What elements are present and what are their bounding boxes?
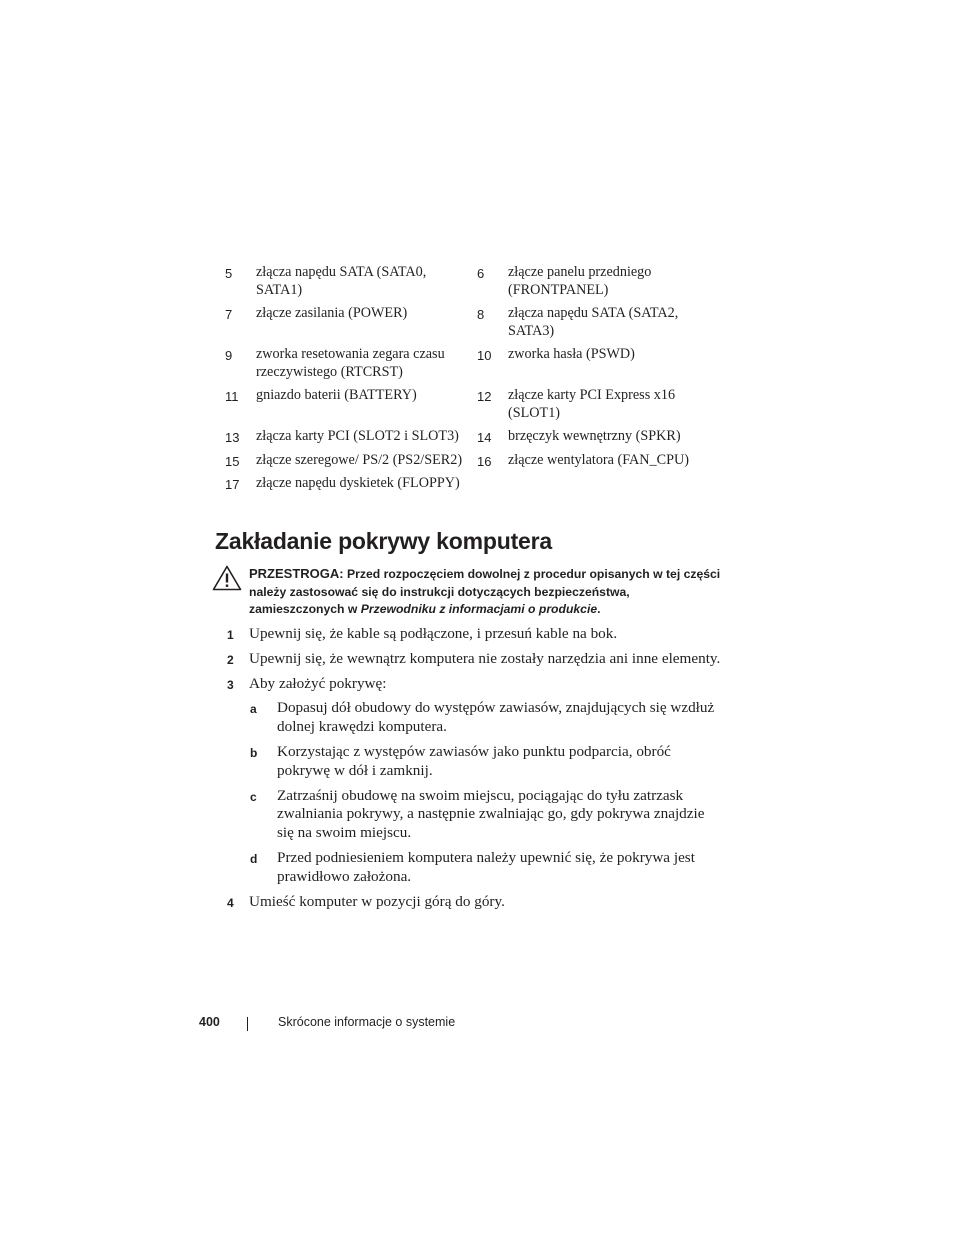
legend-row <box>215 264 715 299</box>
legend-text: złącze panelu przedniego (FRONTPANEL) <box>508 264 652 298</box>
legend-text: złącze wentylatora (FAN_CPU) <box>508 451 689 468</box>
caution-notice <box>212 565 722 619</box>
substep-text: Zatrzaśnij obudowę na swoim miejscu, pociągając do tyłu zatrzask zwalniania pokrywy, a następnie zwalniając go, gdy pokrywa znajdzie się na swoim miejscu. <box>277 786 705 842</box>
step-item <box>225 650 725 669</box>
legend-number: 14 <box>477 430 492 445</box>
legend-cell <box>467 264 715 299</box>
legend-row <box>215 475 715 493</box>
legend-text: złącza napędu SATA (SATA0, SATA1) <box>256 264 427 298</box>
legend-number: 17 <box>225 477 240 492</box>
legend-cell <box>215 428 467 446</box>
legend-text: zworka resetowania zegara czasu rzeczywistego (RTCRST) <box>256 346 445 380</box>
legend-text: złącze szeregowe/ PS/2 (PS2/SER2) <box>256 451 463 468</box>
legend-number: 15 <box>225 453 240 469</box>
legend-number: 6 <box>477 266 485 281</box>
substep-letter: c <box>250 789 257 804</box>
substep-text: Korzystając z występów zawiasów jako punktu podparcia, obróć pokrywę w dół i zamknij. <box>277 742 671 779</box>
legend-cell <box>467 305 715 340</box>
footer-divider <box>247 1017 248 1031</box>
substep-letter: d <box>250 851 258 866</box>
legend-row <box>215 305 715 340</box>
caution-guide-title: Przewodniku z informacjami o produkcie <box>360 602 598 617</box>
legend-text: złącze zasilania (POWER) <box>256 305 408 321</box>
legend-cell <box>467 346 715 364</box>
legend-number: 12 <box>477 389 492 404</box>
legend-text: złącze karty PCI Express x16 (SLOT1) <box>508 387 676 421</box>
page-number: 400 <box>199 1015 220 1029</box>
legend-cell <box>467 428 715 446</box>
step-number: 1 <box>227 628 234 642</box>
legend-number: 13 <box>225 430 240 445</box>
component-legend-table <box>215 264 715 499</box>
step-item <box>225 625 725 644</box>
legend-text: gniazdo baterii (BATTERY) <box>256 387 417 403</box>
caution-label: PRZESTROGA: <box>249 566 344 581</box>
substep-letter: b <box>250 745 258 760</box>
legend-number: 10 <box>477 348 492 363</box>
legend-cell <box>215 387 467 405</box>
legend-text: złącze napędu dyskietek (FLOPPY) <box>256 475 460 491</box>
substep-item <box>225 787 725 843</box>
legend-cell <box>467 387 715 422</box>
substep-letter: a <box>250 702 257 717</box>
substep-text: Przed podniesieniem komputera należy upewnić się, że pokrywa jest prawidłowo założona. <box>277 848 695 885</box>
legend-row <box>215 387 715 422</box>
legend-cell <box>467 452 715 470</box>
legend-number: 11 <box>225 389 239 404</box>
caution-body: Przed rozpoczęciem dowolnej z procedur opisanych w tej części należy zastosować się do instrukcji dotyczących bezpieczeństwa, zamieszczonych w <box>249 567 721 617</box>
step-text: Upewnij się, że kable są podłączone, i przesuń kable na bok. <box>249 625 618 642</box>
legend-text: złącza napędu SATA (SATA2, SATA3) <box>508 305 679 339</box>
section-heading: Zakładanie pokrywy komputera <box>215 528 552 554</box>
step-number: 3 <box>227 677 234 692</box>
legend-row <box>215 346 715 381</box>
warning-triangle-icon <box>212 565 242 591</box>
legend-cell <box>215 475 467 493</box>
legend-number: 9 <box>225 348 233 363</box>
legend-cell <box>215 346 467 381</box>
legend-text: złącza karty PCI (SLOT2 i SLOT3) <box>256 428 459 444</box>
substep-list <box>225 699 725 886</box>
step-item <box>225 893 725 912</box>
footer-title: Skrócone informacje o systemie <box>278 1015 456 1029</box>
legend-text: zworka hasła (PSWD) <box>508 346 635 362</box>
legend-number: 7 <box>225 307 233 322</box>
substep-item <box>225 743 725 781</box>
legend-cell <box>215 305 467 323</box>
procedure-steps <box>225 625 725 917</box>
substep-item <box>225 849 725 887</box>
caution-text <box>249 565 722 619</box>
step-number: 2 <box>227 652 234 667</box>
legend-cell <box>215 264 467 299</box>
substep-item <box>225 699 725 737</box>
legend-cell <box>215 452 467 470</box>
legend-number: 16 <box>477 453 492 469</box>
legend-number: 5 <box>225 266 233 281</box>
legend-row <box>215 428 715 446</box>
substep-text: Dopasuj dół obudowy do występów zawiasów, znajdujących się wzdłuż dolnej krawędzi komputera. <box>277 699 715 736</box>
step-text: Upewnij się, że wewnątrz komputera nie zostały narzędzia ani inne elementy. <box>249 649 721 667</box>
step-text: Aby założyć pokrywę: <box>249 674 387 692</box>
legend-text: brzęczyk wewnętrzny (SPKR) <box>508 428 681 444</box>
caution-end: . <box>597 602 601 617</box>
legend-number: 8 <box>477 307 485 322</box>
step-number: 4 <box>227 895 234 910</box>
legend-row <box>215 452 715 470</box>
step-item <box>225 675 725 887</box>
step-text: Umieść komputer w pozycji górą do góry. <box>249 892 505 910</box>
